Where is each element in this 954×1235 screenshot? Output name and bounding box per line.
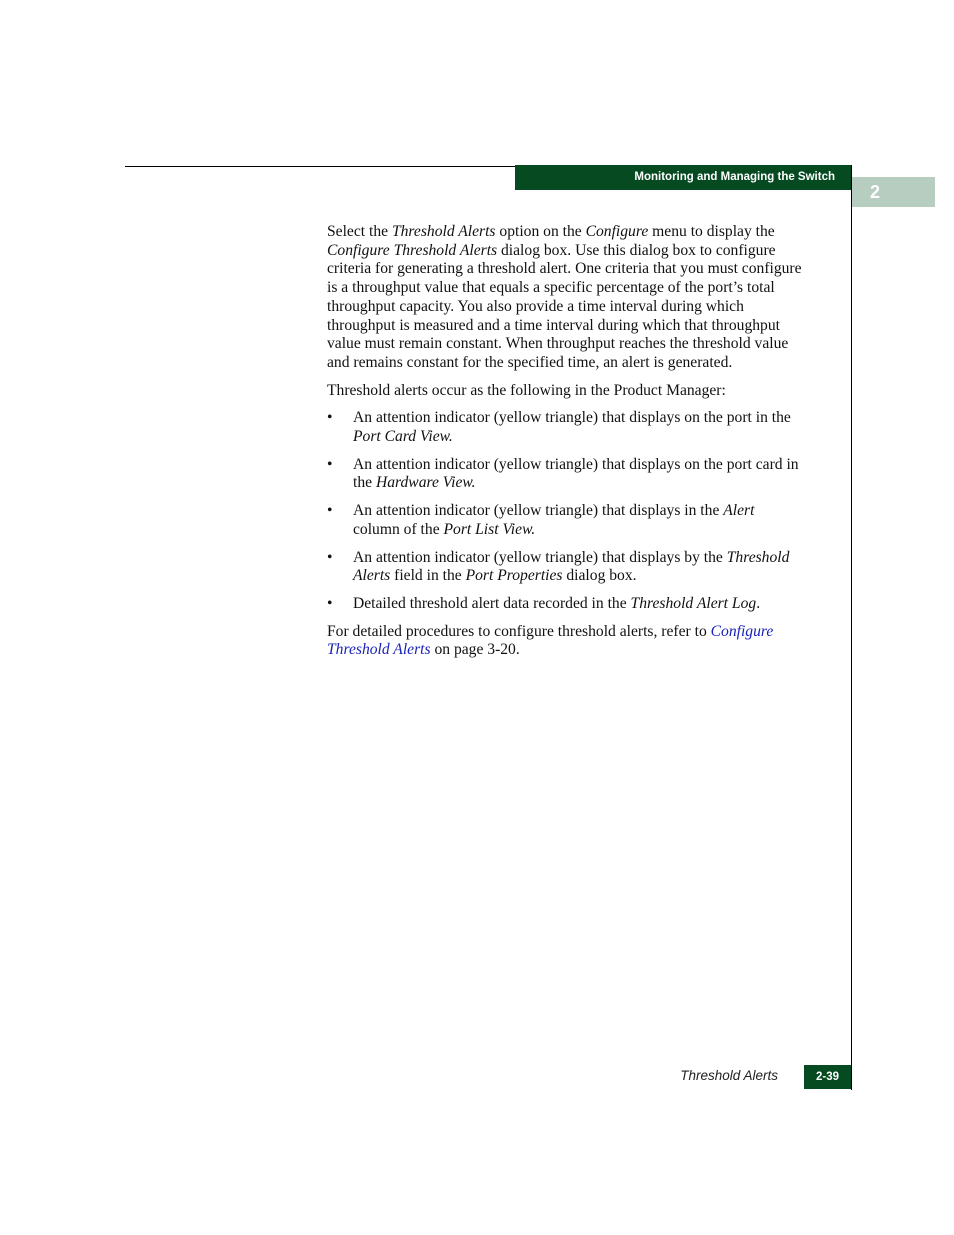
emphasized-text: Threshold Alert Log: [630, 594, 757, 612]
bullet-list: [327, 409, 805, 613]
text-run: An attention indicator (yellow triangle) that displays by the: [353, 548, 727, 566]
page-number-badge: [804, 1065, 851, 1089]
bullet-icon: •: [327, 548, 333, 566]
bullet-item: [327, 549, 805, 586]
intro-paragraph: [327, 223, 805, 373]
bullet-item: [327, 595, 805, 614]
chapter-tab: [852, 177, 935, 207]
text-run: dialog box. Use this dialog box to configure criteria for generating a threshold alert. One criteria that you must configure is a throughput value that equals a specific percentage of the port’s total throughput capacity. You also provide a time interval during which throughput is measured and a time interval during which that throughput value must remain constant. When throughput reaches the threshold value and remains constant for the specified time, an alert is generated.: [327, 241, 802, 371]
text-run: An attention indicator (yellow triangle) that displays on the port card in the: [353, 455, 799, 492]
chapter-number: 2: [870, 182, 881, 202]
text-run: field in the: [390, 567, 466, 585]
list-intro-paragraph: Threshold alerts occur as the following in the Product Manager:: [327, 381, 726, 399]
text-run: An attention indicator (yellow triangle) that displays in the: [353, 502, 724, 520]
emphasized-text: Configure: [585, 223, 649, 240]
bullet-icon: •: [327, 594, 333, 612]
page-number: 2-39: [815, 1071, 840, 1083]
footer-section-title: Threshold Alerts: [680, 1068, 778, 1083]
emphasized-text: Threshold Alerts: [353, 548, 790, 585]
text-run: .: [756, 594, 761, 612]
emphasized-text: Hardware View.: [375, 474, 476, 492]
emphasized-text: Threshold Alerts: [391, 223, 496, 240]
bullet-item: [327, 456, 805, 493]
running-header-title: Monitoring and Managing the Switch: [634, 171, 835, 183]
text-run: option on the: [495, 223, 586, 240]
emphasized-text: Port Properties: [465, 567, 563, 585]
margin-rule: [851, 165, 852, 1090]
emphasized-text: Configure Threshold Alerts: [327, 241, 498, 259]
closing-text-after: on page 3-20.: [430, 641, 520, 659]
running-header: [515, 165, 851, 190]
text-run: An attention indicator (yellow triangle) that displays on the port in the: [353, 409, 791, 427]
emphasized-text: Port List View.: [443, 520, 536, 538]
bullet-item: [327, 502, 805, 539]
text-run: menu to display the: [648, 223, 775, 240]
bullet-item: [327, 409, 805, 446]
bullet-icon: •: [327, 409, 333, 427]
body-content: [327, 223, 805, 669]
configure-threshold-alerts-link[interactable]: Configure Threshold Alerts: [327, 622, 774, 659]
text-run: column of the: [353, 520, 444, 538]
closing-text: For detailed procedures to configure threshold alerts, refer to: [327, 622, 711, 640]
text-run: Detailed threshold alert data recorded in the: [353, 594, 631, 612]
text-run: Select the: [327, 223, 392, 240]
emphasized-text: Alert: [723, 502, 755, 520]
bullet-icon: •: [327, 455, 333, 473]
closing-paragraph: [327, 623, 805, 660]
emphasized-text: Port Card View.: [353, 428, 453, 446]
text-run: dialog box.: [562, 567, 637, 585]
header-rule: [125, 166, 516, 167]
bullet-icon: •: [327, 502, 333, 520]
